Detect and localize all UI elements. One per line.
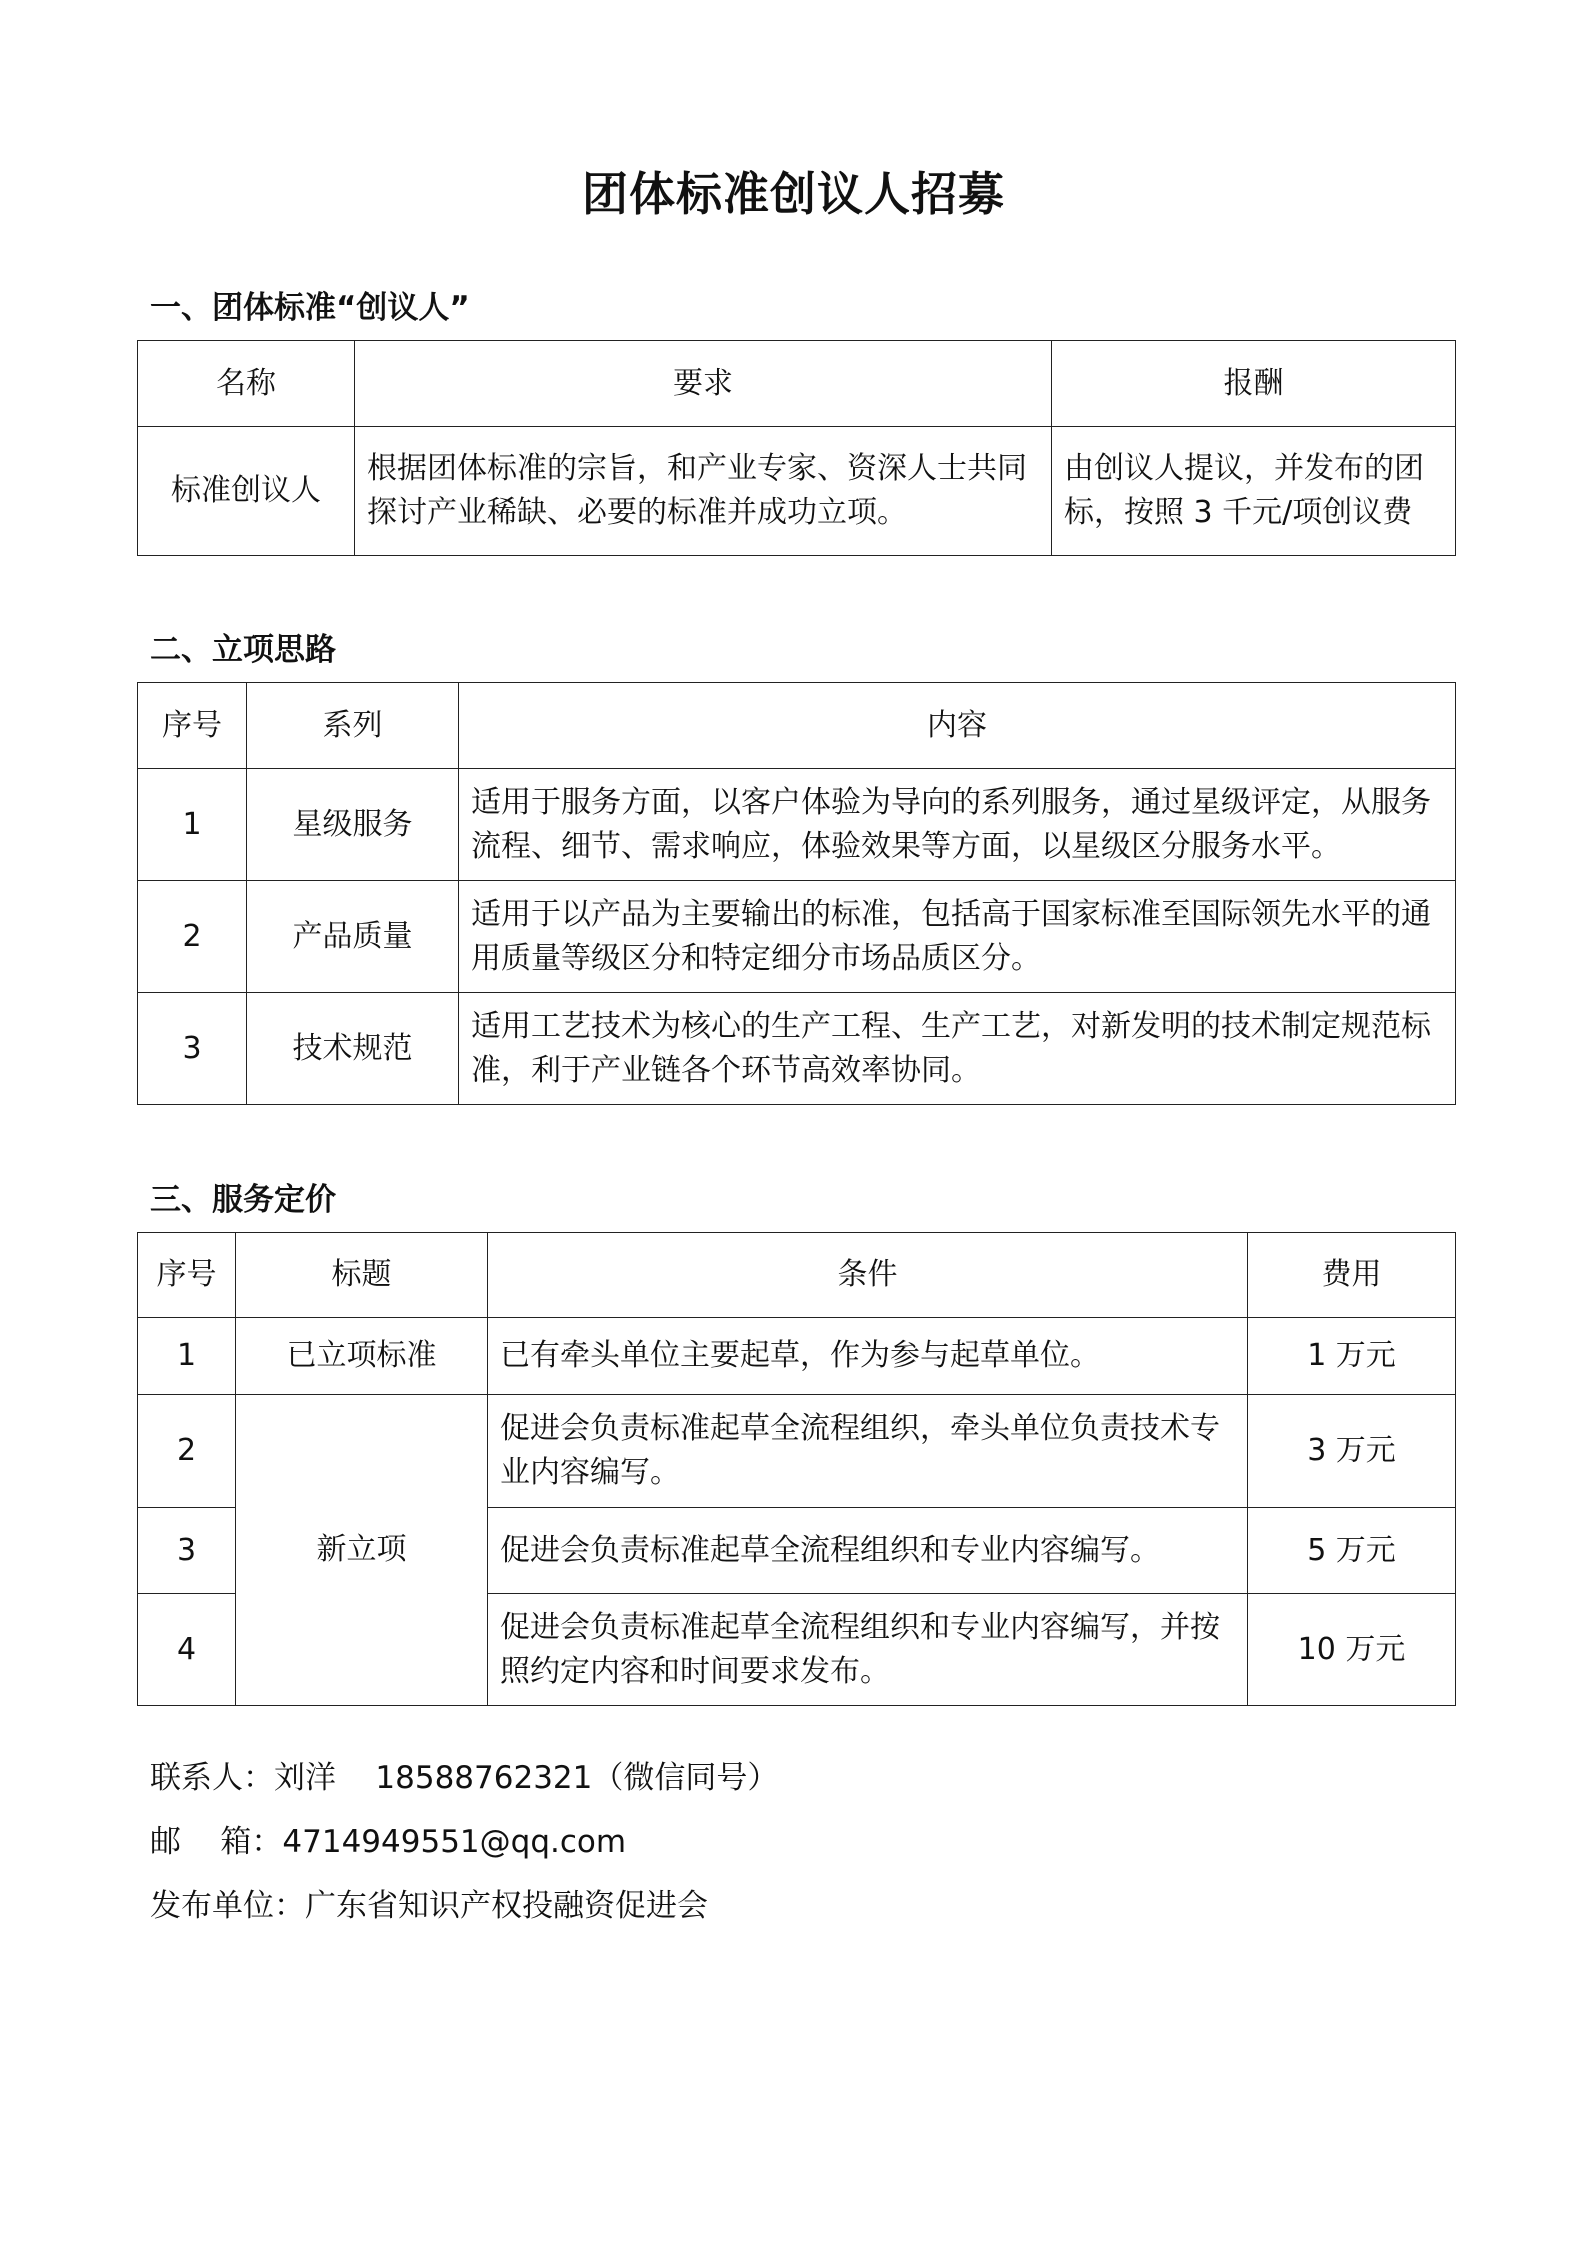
cell-series: 星级服务 — [247, 769, 459, 881]
cell-no: 2 — [138, 881, 247, 993]
table-row — [138, 881, 1456, 993]
table-row — [138, 993, 1456, 1105]
contact-email: 邮 箱：4714949551@qq.com — [150, 1824, 627, 1860]
table-row — [138, 1318, 1456, 1395]
column-header-name: 名称 — [138, 341, 355, 427]
cell-no: 1 — [138, 1318, 236, 1395]
cell-content: 适用于服务方面，以客户体验为导向的系列服务，通过星级评定，从服务流程、细节、需求响应，体验效果等方面，以星级区分服务水平。 — [459, 769, 1456, 881]
cell-fee: 3 万元 — [1248, 1395, 1456, 1508]
cell-series: 技术规范 — [247, 993, 459, 1105]
cell-title: 已立项标准 — [236, 1318, 488, 1395]
pricing-table — [137, 1232, 1456, 1706]
column-header-content: 内容 — [459, 683, 1456, 769]
column-header-no: 序号 — [138, 683, 247, 769]
table-row — [138, 427, 1456, 556]
column-header-condition: 条件 — [488, 1233, 1248, 1318]
cell-fee: 5 万元 — [1248, 1508, 1456, 1594]
cell-condition: 促进会负责标准起草全流程组织和专业内容编写。 — [488, 1508, 1248, 1594]
column-header-reward: 报酬 — [1052, 341, 1456, 427]
table-header-row — [138, 1233, 1456, 1318]
ideas-table — [137, 682, 1456, 1105]
cell-no: 1 — [138, 769, 247, 881]
cell-fee: 10 万元 — [1248, 1594, 1456, 1706]
column-header-series: 系列 — [247, 683, 459, 769]
cell-content: 适用工艺技术为核心的生产工程、生产工艺，对新发明的技术制定规范标准，利于产业链各个环节高效率协同。 — [459, 993, 1456, 1105]
section-heading-pricing: 三、服务定价 — [150, 1182, 336, 1218]
page-title: 团体标准创议人招募 — [582, 167, 1005, 221]
cell-no: 4 — [138, 1594, 236, 1706]
publisher: 发布单位：广东省知识产权投融资促进会 — [150, 1888, 708, 1924]
cell-requirement: 根据团体标准的宗旨，和产业专家、资深人士共同探讨产业稀缺、必要的标准并成功立项。 — [355, 427, 1052, 556]
column-header-fee: 费用 — [1248, 1233, 1456, 1318]
column-header-no: 序号 — [138, 1233, 236, 1318]
cell-no: 3 — [138, 1508, 236, 1594]
table-header-row — [138, 683, 1456, 769]
cell-no: 2 — [138, 1395, 236, 1508]
cell-condition: 促进会负责标准起草全流程组织，牵头单位负责技术专业内容编写。 — [488, 1395, 1248, 1508]
section-heading-creator: 一、团体标准“创议人” — [150, 290, 470, 326]
table-row — [138, 769, 1456, 881]
cell-title: 新立项 — [236, 1395, 488, 1706]
creator-table — [137, 340, 1456, 556]
section-heading-ideas: 二、立项思路 — [150, 632, 336, 668]
cell-no: 3 — [138, 993, 247, 1105]
table-row — [138, 1395, 1456, 1508]
column-header-requirement: 要求 — [355, 341, 1052, 427]
table-header-row — [138, 341, 1456, 427]
cell-series: 产品质量 — [247, 881, 459, 993]
cell-fee: 1 万元 — [1248, 1318, 1456, 1395]
column-header-title: 标题 — [236, 1233, 488, 1318]
cell-content: 适用于以产品为主要输出的标准，包括高于国家标准至国际领先水平的通用质量等级区分和特定细分市场品质区分。 — [459, 881, 1456, 993]
cell-name: 标准创议人 — [138, 427, 355, 556]
cell-condition: 已有牵头单位主要起草，作为参与起草单位。 — [488, 1318, 1248, 1395]
cell-condition: 促进会负责标准起草全流程组织和专业内容编写，并按照约定内容和时间要求发布。 — [488, 1594, 1248, 1706]
contact-person: 联系人：刘洋 18588762321（微信同号） — [150, 1760, 779, 1796]
cell-reward: 由创议人提议，并发布的团标，按照 3 千元/项创议费 — [1052, 427, 1456, 556]
